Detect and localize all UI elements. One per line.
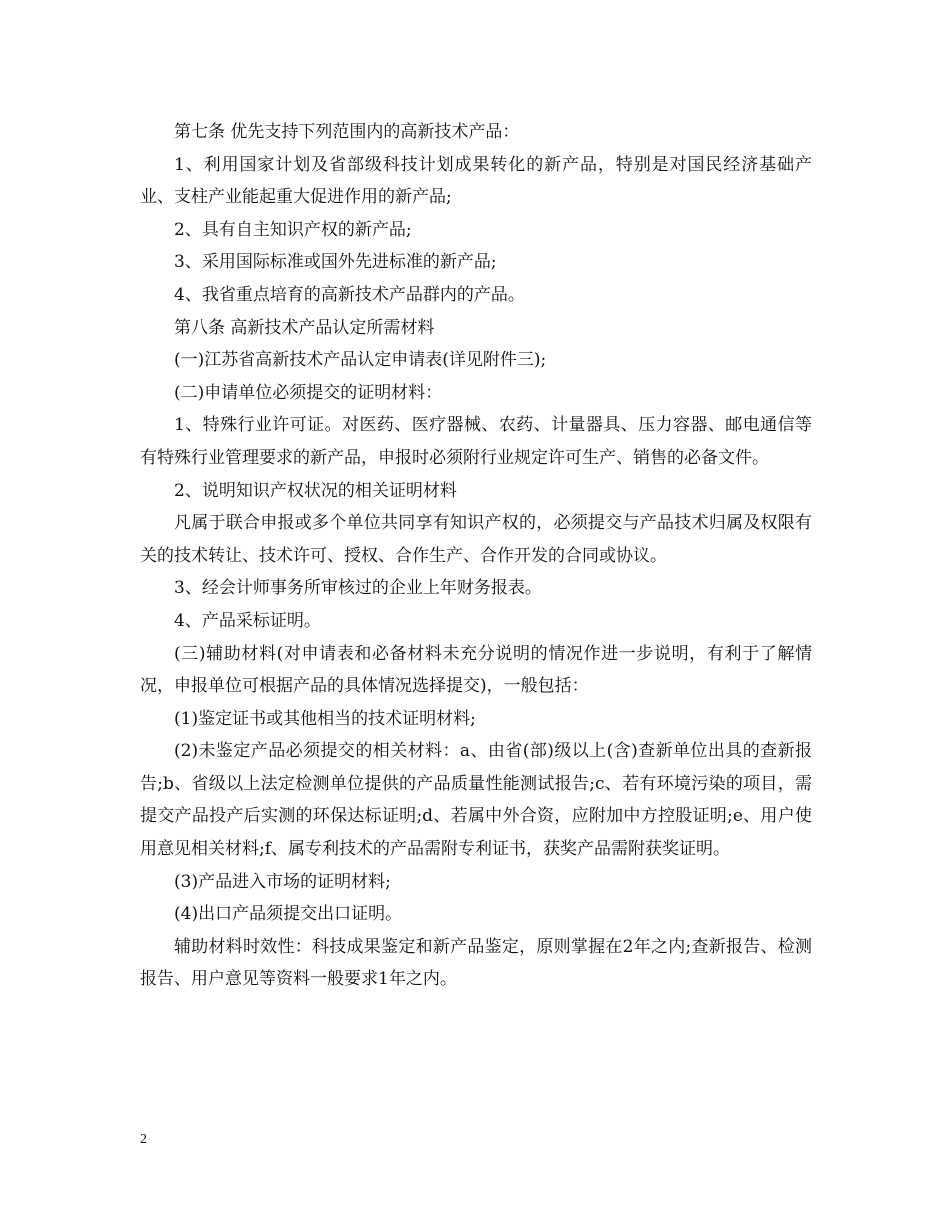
article-7-item-2: 2、具有自主知识产权的新产品; <box>174 219 412 240</box>
article-7-item-4: 4、我省重点培育的高新技术产品群内的产品。 <box>174 284 525 305</box>
article-7-heading: 第七条 优先支持下列范围内的高新技术产品： <box>174 122 520 142</box>
required-material-1: 1、特殊行业许可证。对医药、医疗器械、农药、计量器具、压力容器、邮电通信等有特殊行业管理要求的新产品，申报时必须附行业规定许可生产、销售的必备文件。 <box>140 415 812 468</box>
supporting-material-1: (1)鉴定证书或其他相当的技术证明材料; <box>174 708 476 729</box>
required-material-2: 2、说明知识产权状况的相关证明材料 <box>174 480 457 501</box>
article-8-heading: 第八条 高新技术产品认定所需材料 <box>174 317 435 338</box>
supporting-material-3: (3)产品进入市场的证明材料; <box>174 871 391 892</box>
required-material-4: 4、产品采标证明。 <box>174 610 321 631</box>
article-7-item-3: 3、采用国际标准或国外先进标准的新产品; <box>174 252 497 273</box>
page-number: 2 <box>140 1132 147 1147</box>
supporting-material-validity: 辅助材料时效性：科技成果鉴定和新产品鉴定，原则掌握在2年之内;查新报告、检测报告、用户意见等资料一般要求1年之内。 <box>140 936 812 990</box>
ip-material-description: 凡属于联合申报或多个单位共同享有知识产权的，必须提交与产品技术归属及权限有关的技术转让、技术许可、授权、合作生产、合作开发的合同或协议。 <box>140 513 812 566</box>
supporting-material-4: (4)出口产品须提交出口证明。 <box>174 904 403 925</box>
document-body <box>140 116 812 996</box>
required-material-3: 3、经会计师事务所审核过的企业上年财务报表。 <box>174 578 542 599</box>
material-section-1: (一)江苏省高新技术产品认定申请表(详见附件三); <box>174 350 547 371</box>
material-section-2: (二)申请单位必须提交的证明材料： <box>174 382 443 403</box>
article-7-item-1: 1、利用国家计划及省部级科技计划成果转化的新产品，特别是对国民经济基础产业、支柱产业能起重大促进作用的新产品; <box>140 154 812 208</box>
material-section-3: (三)辅助材料(对申请表和必备材料未充分说明的情况作进一步说明，有利于了解情况，申报单位可根据产品的具体情况选择提交)，一般包括： <box>140 643 812 697</box>
supporting-material-2: (2)未鉴定产品必须提交的相关材料：a、由省(部)级以上(含)查新单位出具的查新报告;b、省级以上法定检测单位提供的产品质量性能测试报告;c、若有环境污染的项目，需提交产品投产后实测的环保达标证明;d、若属中外合资，应附加中方控股证明;e、用户使用意见相关材料;f、属专利技术的产品需附专利证书，获奖产品需附获奖证明。 <box>140 741 812 860</box>
